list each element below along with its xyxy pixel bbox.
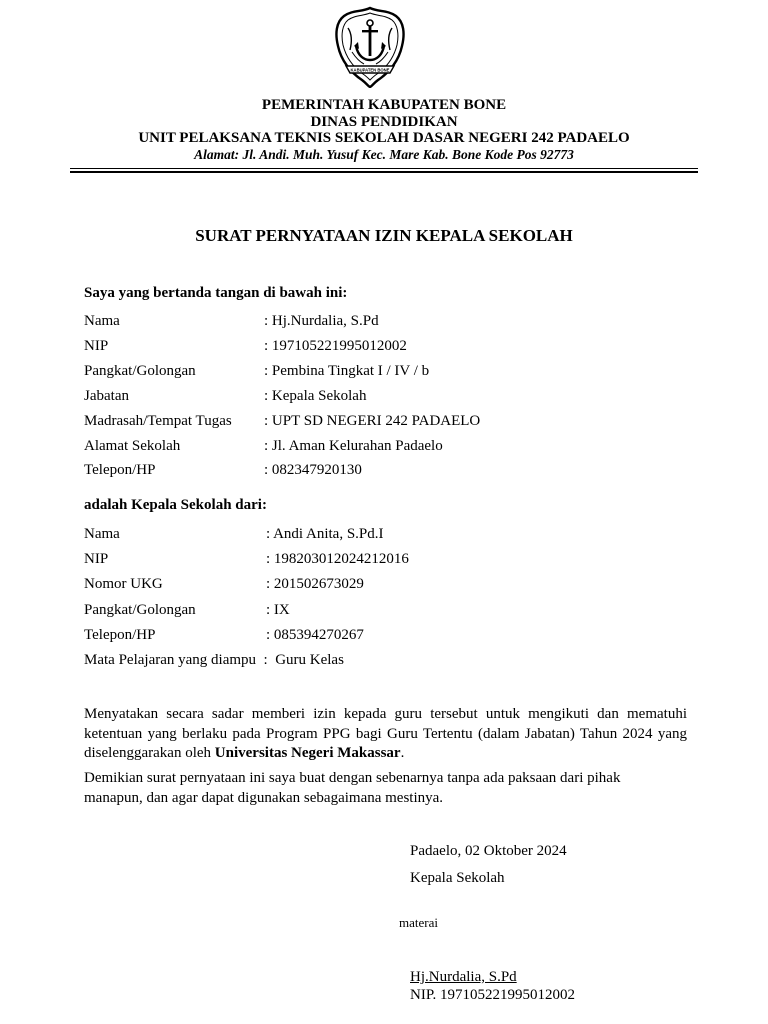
field-value: : Andi Anita, S.Pd.I <box>266 526 384 542</box>
letterhead-divider-thick <box>70 171 698 173</box>
materai-stamp-label: materai <box>399 915 438 930</box>
letterhead-divider-thin <box>70 168 698 169</box>
header-school-unit: UNIT PELAKSANA TEKNIS SEKOLAH DASAR NEGERI 242 PADAELO <box>138 130 630 146</box>
logo-ribbon-text: KABUPATEN BONE <box>350 67 390 73</box>
signatory-nip: NIP. 197105221995012002 <box>410 987 576 1003</box>
university-name: Universitas Negeri Makassar <box>214 745 401 761</box>
field-value: : Hj.Nurdalia, S.Pd <box>264 313 379 329</box>
field-value: : 198203012024212016 <box>266 551 409 567</box>
field-value: : 082347920130 <box>264 462 362 478</box>
place-date: Padaelo, 02 Oktober 2024 <box>410 843 567 859</box>
field-value: : 085394270267 <box>266 627 364 643</box>
field-label: Jabatan <box>84 388 129 404</box>
field-label: Pangkat/Golongan <box>84 363 196 379</box>
kabupaten-bone-logo <box>332 6 408 88</box>
letterhead <box>0 97 768 163</box>
field-label: Pangkat/Golongan <box>84 602 196 618</box>
header-address: Alamat: Jl. Andi. Muh. Yusuf Kec. Mare Kab. Bone Kode Pos 92773 <box>194 146 574 162</box>
statement-end: . <box>400 745 405 761</box>
field-value: : Kepala Sekolah <box>264 388 367 404</box>
field-label: Telepon/HP <box>84 462 156 478</box>
field-label: Nama <box>84 526 120 542</box>
signatory-position: Kepala Sekolah <box>410 870 505 886</box>
header-government: PEMERINTAH KABUPATEN BONE <box>261 97 507 113</box>
field-value: : Jl. Aman Kelurahan Padaelo <box>264 438 443 454</box>
field-label: Madrasah/Tempat Tugas <box>84 413 232 429</box>
field-value: : 201502673029 <box>266 576 364 592</box>
section1-intro: Saya yang bertanda tangan di bawah ini: <box>84 285 348 301</box>
field-value: : 197105221995012002 <box>264 338 407 354</box>
header-department: DINAS PENDIDIKAN <box>310 113 458 130</box>
field-row-subject: Mata Pelajaran yang diampu : Guru Kelas <box>84 652 344 668</box>
field-label: Telepon/HP <box>84 627 156 643</box>
field-label: Alamat Sekolah <box>84 438 181 454</box>
statement-text: Menyatakan secara sadar memberi izin kepada guru tersebut untuk mengikuti dan mematuhi ketentuan yang berlaku pada Program PPG bagi Guru Tertentu (dalam Jabatan) Tahun 2024 yang diselenggarakan oleh <box>84 706 687 761</box>
field-label: Nama <box>84 313 120 329</box>
field-label: Nomor UKG <box>84 576 163 592</box>
signatory-name: Hj.Nurdalia, S.Pd <box>410 969 517 985</box>
field-value: : UPT SD NEGERI 242 PADAELO <box>264 413 481 429</box>
field-label: NIP <box>84 551 109 567</box>
closing-paragraph: Demikian surat pernyataan ini saya buat dengan sebenarnya tanpa ada paksaan dari pihak manapun, dan agar dapat digunakan sebagaimana mestinya. <box>84 770 621 806</box>
document-title: SURAT PERNYATAAN IZIN KEPALA SEKOLAH <box>195 226 573 245</box>
field-value: : IX <box>266 602 290 618</box>
field-value: : Pembina Tingkat I / IV / b <box>264 363 430 379</box>
section2-intro: adalah Kepala Sekolah dari: <box>84 497 267 513</box>
statement-paragraph <box>84 705 687 764</box>
field-label: NIP <box>84 338 109 354</box>
